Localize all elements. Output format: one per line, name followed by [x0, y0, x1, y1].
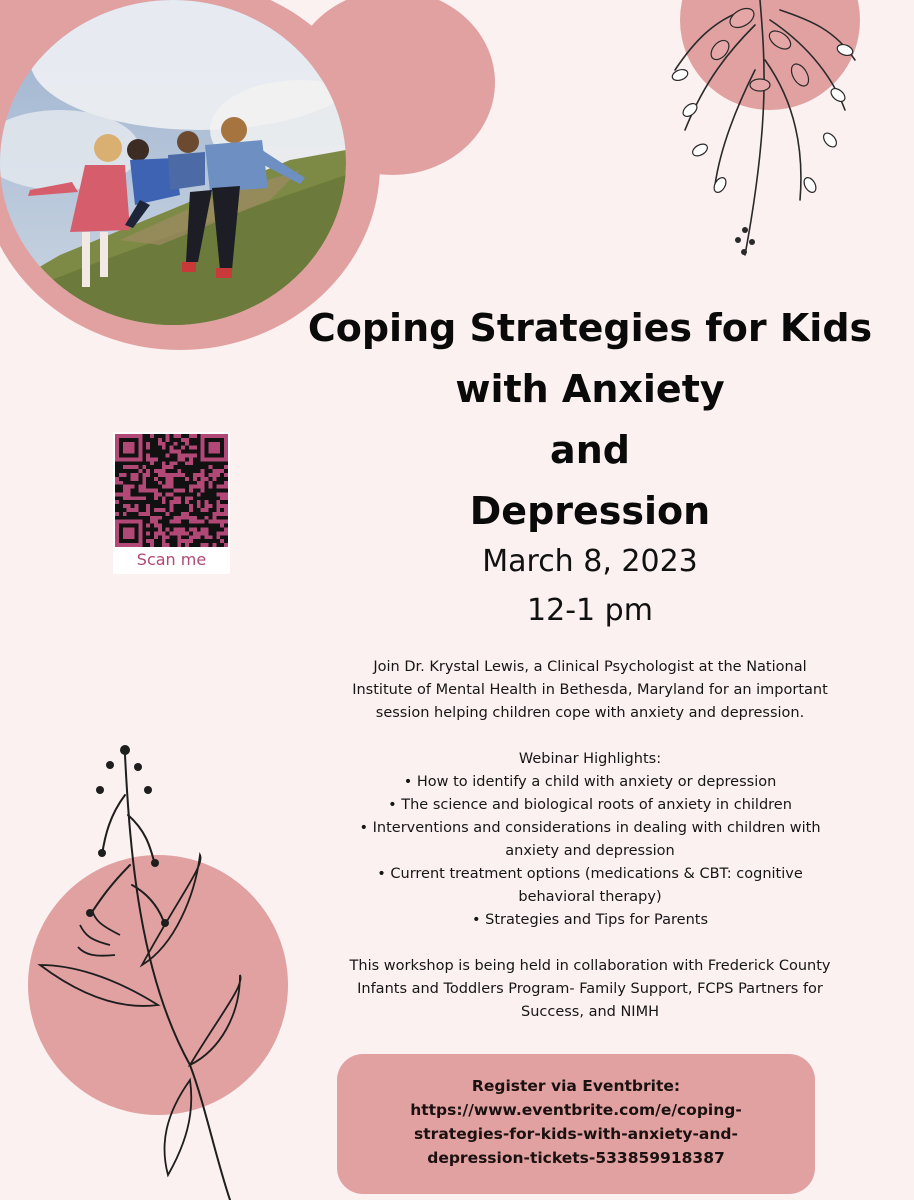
- text-line: Success, and NIMH: [520, 1004, 659, 1020]
- register-link[interactable]: depression-tickets-533859918387: [427, 1149, 725, 1167]
- title-line: and: [550, 428, 630, 472]
- qr-scan-label: Scan me: [136, 550, 207, 569]
- intro-paragraph: [300, 656, 880, 725]
- title-line: Coping Strategies for Kids: [307, 306, 873, 350]
- highlight-item: • Interventions and considerations in dealing with children with: [359, 820, 821, 836]
- text-line: Institute of Mental Health in Bethesda, Maryland for an important: [352, 682, 828, 698]
- event-time: 12-1 pm: [527, 593, 653, 628]
- event-date: March 8, 2023: [482, 544, 698, 579]
- title-line: with Anxiety: [455, 367, 725, 411]
- highlight-item: • How to identify a child with anxiety or depression: [403, 774, 777, 790]
- highlights-heading: Webinar Highlights:: [518, 751, 662, 767]
- highlight-item: • The science and biological roots of anxiety in children: [388, 797, 792, 813]
- register-box: [337, 1054, 815, 1194]
- highlight-item: behavioral therapy): [518, 889, 662, 905]
- text-line: session helping children cope with anxiety and depression.: [375, 705, 805, 721]
- text-line: This workshop is being held in collaboration with Frederick County: [349, 958, 831, 974]
- highlight-item: • Strategies and Tips for Parents: [471, 912, 709, 928]
- qr-code-icon[interactable]: [115, 434, 228, 547]
- register-heading: Register via Eventbrite:: [471, 1077, 681, 1095]
- register-link[interactable]: strategies-for-kids-with-anxiety-and-: [414, 1125, 738, 1143]
- register-link[interactable]: https://www.eventbrite.com/e/coping-: [410, 1101, 742, 1119]
- event-title: [300, 298, 880, 542]
- collaboration-paragraph: [300, 955, 880, 1024]
- qr-code-card[interactable]: [113, 432, 230, 574]
- register-text: [337, 1074, 815, 1170]
- text-line: Join Dr. Krystal Lewis, a Clinical Psychologist at the National: [373, 659, 807, 675]
- plant-illustration-icon: [30, 735, 270, 1200]
- highlight-item: anxiety and depression: [505, 843, 675, 859]
- floral-illustration-icon: [660, 0, 870, 265]
- children-climbing-photo: [0, 0, 346, 325]
- highlight-item: • Current treatment options (medications & CBT: cognitive: [377, 866, 803, 882]
- webinar-highlights: [300, 748, 880, 932]
- text-line: Infants and Toddlers Program- Family Support, FCPS Partners for: [357, 981, 823, 997]
- title-line: Depression: [469, 489, 711, 533]
